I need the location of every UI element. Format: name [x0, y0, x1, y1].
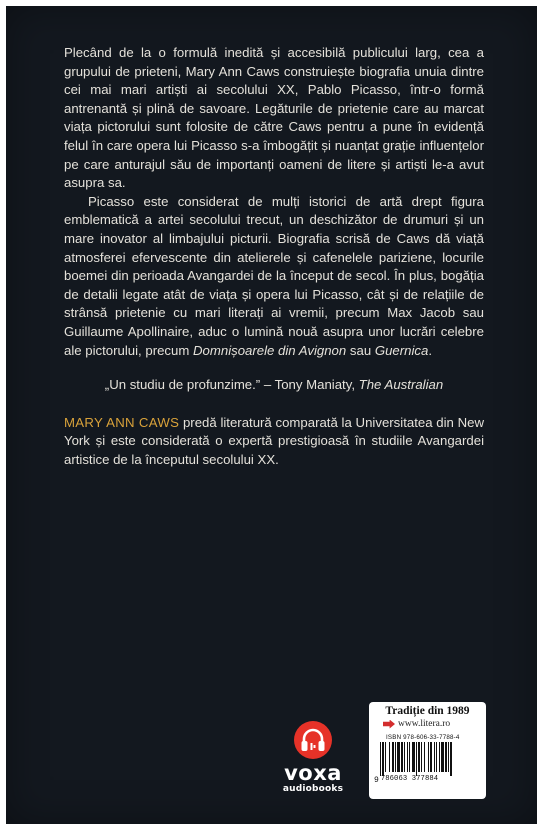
isbn-label: ISBN 978-606-33-7788-4: [386, 734, 460, 741]
barcode-bar: [436, 742, 437, 772]
blurb-paragraph-2-text: Picasso este considerat de mulți istorici de artă drept figura emblematică a artei secolului trecut, un deschizător de drumuri și un mare inovator al limbajului picturii. Biografia scrisă de Caws dă viață atmosferei efervescente din atelierele și cafenelele pariziene, locurile boemei din perioada Avangardei de la început de secol. În plus, bogăția de detalii legate atât de viața și opera lui Picasso, cât și de relațiile de strânsă prietenie cu mari literați ai vremii, precum Max Jacob sau Guillaume Apollinaire, aduc o lumină nouă asupra unor lucrări celebre ale pictorului, precum: [64, 193, 484, 358]
review-source: The Australian: [358, 377, 444, 393]
barcode-bar: [450, 742, 452, 776]
barcode-bar: [428, 742, 429, 772]
barcode-bar: [424, 742, 425, 772]
barcode-panel: [369, 702, 486, 799]
barcode-bar: [418, 742, 420, 772]
work-title-avignon: Domnișoarele din Avignon: [193, 342, 347, 358]
barcode-bar: [409, 742, 410, 772]
barcode-bar: [407, 742, 408, 772]
barcode-first-digit: 9: [374, 776, 379, 785]
barcode-bars: [378, 742, 486, 776]
publisher-tagline: Tradiție din 1989: [385, 705, 470, 717]
blurb-paragraph-2: [64, 193, 484, 360]
barcode-bar: [430, 742, 432, 772]
barcode-bar: [448, 742, 449, 772]
author-name: MARY ANN CAWS: [64, 414, 180, 430]
barcode-icon: [378, 742, 476, 776]
barcode-bar: [392, 742, 394, 772]
barcode-bar: [389, 742, 390, 772]
barcode-bar: [380, 742, 381, 776]
barcode-bar: [382, 742, 384, 776]
barcode-bar: [416, 742, 417, 776]
barcode-bar: [434, 742, 435, 772]
review-quote-text: „Un studiu de profunzime.” – Tony Maniaty,: [104, 377, 359, 393]
blurb-conjunction: sau: [346, 342, 375, 358]
barcode-bar: [441, 742, 444, 772]
barcode-bar: [439, 742, 440, 772]
barcode-digits: [374, 776, 486, 785]
barcode-bar: [445, 742, 447, 772]
publisher-logo: [278, 720, 348, 800]
barcode-bar: [395, 742, 396, 772]
barcode-bar: [401, 742, 403, 772]
barcode-bar: [404, 742, 405, 772]
headphones-icon: [293, 720, 333, 760]
work-title-guernica: Guernica: [374, 342, 429, 358]
blurb-paragraph-1: Plecând de la o formulă inedită și accesibilă publicului larg, cea a grupului de prieteni, Mary Ann Caws construiește biografia unuia dintre cei mai mari artiști ai secolului XX, Pablo Picasso, într-o formă antrenantă și plină de savoare. Legăturile de prietenie care au marcat viața pictorului sunt folosite de către Caws pentru a pune în evidență felul în care opera lui Picasso s-a îmbogățit și nuanțat grație influențelor pe care anturajul său de importanți oameni de litere și artiști le-a avut asupra sa.: [64, 45, 484, 191]
publisher-subtitle: audiobooks: [282, 784, 344, 794]
website-text: www.litera.ro: [398, 719, 451, 729]
barcode-bar: [412, 742, 415, 772]
blurb-text: [64, 44, 484, 469]
arrow-icon: [383, 720, 395, 729]
barcode-bar: [397, 742, 400, 772]
back-cover: [6, 6, 537, 824]
publisher-website: [383, 719, 486, 729]
author-bio: [64, 414, 484, 470]
barcode-number: 786063 377884: [380, 775, 439, 783]
author-bio-text: predă literatură comparată la Universitatea din New York și este considerată o expertă prestigioasă în studiile Avangardei artistice de la începutul secolului XX.: [64, 414, 484, 467]
publisher-brand: voxa: [284, 761, 342, 785]
barcode-bar: [385, 742, 386, 772]
review-quote: [64, 376, 484, 395]
barcode-bar: [421, 742, 422, 772]
blurb-period: .: [428, 342, 433, 358]
